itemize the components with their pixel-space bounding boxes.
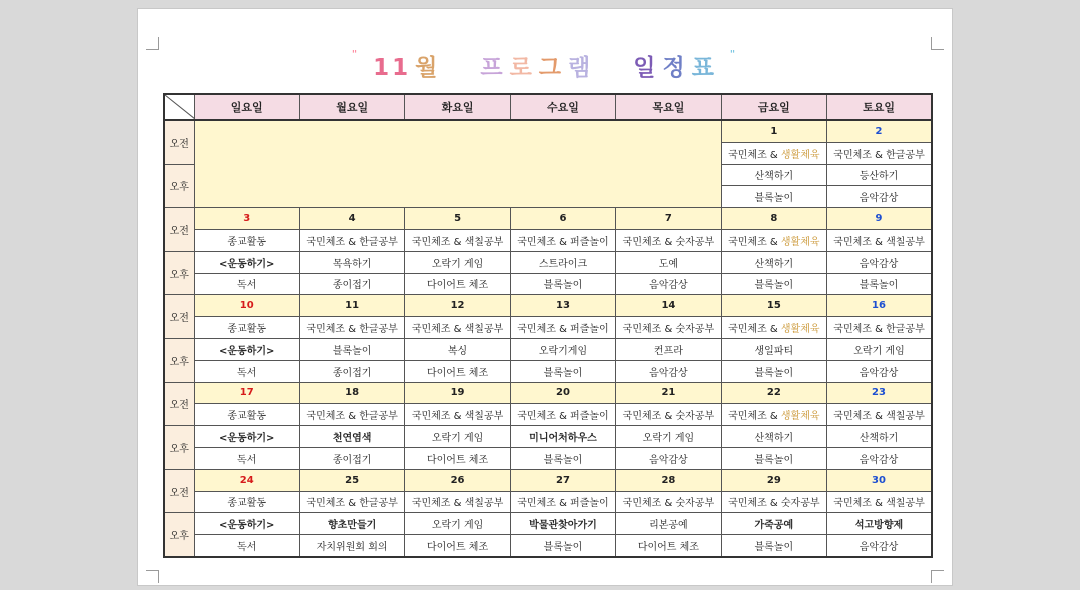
activity-cell: 컨프라 [616, 338, 721, 360]
date-cell: 21 [616, 382, 721, 404]
document-page [137, 8, 953, 586]
activity-cell: 천연염색 [299, 426, 404, 448]
week3-date-row [164, 382, 932, 404]
activity-cell: 음악감상 [827, 251, 932, 273]
page-title [138, 49, 952, 82]
activity-cell: 스트라이크 [510, 251, 615, 273]
activity-cell: 박물관찾아가기 [510, 513, 615, 535]
schedule-table [163, 93, 933, 558]
activity-cell: 국민체조 & 색칠공부 [405, 491, 510, 513]
day-header-wed: 수요일 [510, 94, 615, 120]
activity-cell: 생일파티 [721, 338, 826, 360]
title-decoration-left: " [351, 49, 361, 60]
date-cell: 18 [299, 382, 404, 404]
activity-cell: 국민체조 & 색칠공부 [405, 404, 510, 426]
activity-cell: 블록놀이 [510, 535, 615, 557]
activity-cell: 도예 [616, 251, 721, 273]
activity-cell: 국민체조 & 숫자공부 [616, 404, 721, 426]
crop-mark [146, 570, 159, 583]
date-cell: 7 [616, 208, 721, 230]
activity-cell: 국민체조 & 생활체육 [721, 229, 826, 251]
activity-cell: 복싱 [405, 338, 510, 360]
title-char: 11 [373, 55, 412, 81]
date-cell: 19 [405, 382, 510, 404]
activity-cell: 음악감상 [616, 447, 721, 469]
week4-am-row [164, 491, 932, 513]
week2-pm2-row [164, 360, 932, 382]
date-cell: 27 [510, 469, 615, 491]
activity-cell: 국민체조 & 숫자공부 [616, 317, 721, 339]
activity-cell: 블록놀이 [721, 535, 826, 557]
activity-cell: 종교활동 [194, 317, 299, 339]
am-label: 오전 [164, 208, 194, 252]
activity-cell: <운동하기> [194, 251, 299, 273]
activity-cell: 국민체조 & 한글공부 [299, 491, 404, 513]
pm-label: 오후 [164, 251, 194, 295]
activity-cell: 국민체조 & 숫자공부 [721, 491, 826, 513]
activity-cell: 국민체조 & 한글공부 [827, 142, 932, 164]
activity-cell: 독서 [194, 360, 299, 382]
date-cell: 14 [616, 295, 721, 317]
day-header-tue: 화요일 [405, 94, 510, 120]
week4-date-row [164, 469, 932, 491]
activity-cell: 종이접기 [299, 447, 404, 469]
activity-cell: 국민체조 & 생활체육 [721, 404, 826, 426]
activity-cell: 목욕하기 [299, 251, 404, 273]
date-cell: 8 [721, 208, 826, 230]
activity-cell: 국민체조 & 퍼즐놀이 [510, 404, 615, 426]
activity-cell: 오락기게임 [510, 338, 615, 360]
date-cell: 9 [827, 208, 932, 230]
day-header-sun: 일요일 [194, 94, 299, 120]
title-char: 표 [691, 55, 717, 81]
date-cell: 12 [405, 295, 510, 317]
activity-cell: 음악감상 [616, 273, 721, 295]
activity-cell: 다이어트 체조 [405, 273, 510, 295]
activity-cell: 블록놀이 [510, 447, 615, 469]
date-cell: 16 [827, 295, 932, 317]
activity-cell: 종교활동 [194, 229, 299, 251]
activity-cell: 다이어트 체조 [616, 535, 721, 557]
date-cell: 30 [827, 469, 932, 491]
activity-cell: 종교활동 [194, 491, 299, 513]
title-char: 정 [662, 55, 688, 81]
date-cell: 1 [721, 120, 826, 142]
week1-date-row [164, 208, 932, 230]
activity-cell: 석고방향제 [827, 513, 932, 535]
activity-cell: 국민체조 & 한글공부 [299, 229, 404, 251]
activity-cell: 종이접기 [299, 360, 404, 382]
activity-cell: 국민체조 & 퍼즐놀이 [510, 317, 615, 339]
activity-cell: 국민체조 & 숫자공부 [616, 229, 721, 251]
title-char: 램 [568, 55, 594, 81]
activity-cell: 블록놀이 [510, 360, 615, 382]
activity-cell: 국민체조 & 색칠공부 [827, 229, 932, 251]
activity-cell: 산책하기 [827, 426, 932, 448]
day-header-sat: 토요일 [827, 94, 932, 120]
activity-cell: 자치위원회 회의 [299, 535, 404, 557]
crop-mark [931, 570, 944, 583]
day-header-fri: 금요일 [721, 94, 826, 120]
activity-cell: 국민체조 & 생활체육 [721, 142, 826, 164]
activity-cell: 등산하기 [827, 164, 932, 186]
activity-cell: 음악감상 [827, 447, 932, 469]
date-cell: 29 [721, 469, 826, 491]
am-label: 오전 [164, 120, 194, 164]
week2-pm1-row [164, 338, 932, 360]
date-cell: 20 [510, 382, 615, 404]
activity-cell: 국민체조 & 색칠공부 [827, 491, 932, 513]
header-row [164, 94, 932, 120]
activity-cell: 종교활동 [194, 404, 299, 426]
activity-cell: 국민체조 & 퍼즐놀이 [510, 491, 615, 513]
activity-cell: 오락기 게임 [405, 426, 510, 448]
date-cell: 24 [194, 469, 299, 491]
title-char: 월 [415, 55, 441, 81]
activity-cell: 독서 [194, 273, 299, 295]
date-cell: 22 [721, 382, 826, 404]
week3-am-row [164, 404, 932, 426]
activity-cell: 국민체조 & 한글공부 [827, 317, 932, 339]
activity-cell: 독서 [194, 447, 299, 469]
activity-cell: <운동하기> [194, 426, 299, 448]
activity-cell: 산책하기 [721, 426, 826, 448]
date-cell: 4 [299, 208, 404, 230]
date-cell: 25 [299, 469, 404, 491]
date-cell: 15 [721, 295, 826, 317]
activity-cell: 블록놀이 [721, 447, 826, 469]
activity-cell: 블록놀이 [721, 186, 826, 208]
week3-pm1-row [164, 426, 932, 448]
activity-cell: 국민체조 & 색칠공부 [405, 317, 510, 339]
title-char: 프 [480, 55, 506, 81]
date-cell: 6 [510, 208, 615, 230]
week2-am-row [164, 317, 932, 339]
empty-block [194, 120, 721, 208]
title-char: 그 [538, 55, 564, 81]
activity-cell: 다이어트 체조 [405, 360, 510, 382]
activity-cell: 다이어트 체조 [405, 535, 510, 557]
week3-pm2-row [164, 447, 932, 469]
pm-label: 오후 [164, 426, 194, 470]
corner-cell [164, 94, 194, 120]
activity-cell: 향초만들기 [299, 513, 404, 535]
pm-label: 오후 [164, 338, 194, 382]
am-label: 오전 [164, 295, 194, 339]
date-cell: 26 [405, 469, 510, 491]
date-cell: 3 [194, 208, 299, 230]
activity-cell: 오락기 게임 [405, 251, 510, 273]
date-cell: 13 [510, 295, 615, 317]
pm-label: 오후 [164, 513, 194, 557]
activity-cell: 미니어처하우스 [510, 426, 615, 448]
week2-date-row [164, 295, 932, 317]
activity-cell: 음악감상 [827, 535, 932, 557]
date-cell: 11 [299, 295, 404, 317]
date-cell: 2 [827, 120, 932, 142]
week4-pm1-row [164, 513, 932, 535]
am-label: 오전 [164, 469, 194, 513]
activity-cell: 산책하기 [721, 164, 826, 186]
week4-pm2-row [164, 535, 932, 557]
am-label: 오전 [164, 382, 194, 426]
activity-cell: 음악감상 [616, 360, 721, 382]
week0-date-row [164, 120, 932, 142]
date-cell: 28 [616, 469, 721, 491]
activity-cell: 국민체조 & 색칠공부 [405, 229, 510, 251]
activity-cell: 독서 [194, 535, 299, 557]
activity-cell: 종이접기 [299, 273, 404, 295]
activity-cell: 블록놀이 [827, 273, 932, 295]
activity-cell: 블록놀이 [721, 360, 826, 382]
activity-cell: 블록놀이 [510, 273, 615, 295]
date-cell: 17 [194, 382, 299, 404]
week1-pm1-row [164, 251, 932, 273]
activity-cell: 음악감상 [827, 186, 932, 208]
week1-pm2-row [164, 273, 932, 295]
date-cell: 10 [194, 295, 299, 317]
day-header-thu: 목요일 [616, 94, 721, 120]
activity-cell: 국민체조 & 생활체육 [721, 317, 826, 339]
activity-cell: 오락기 게임 [616, 426, 721, 448]
date-cell: 5 [405, 208, 510, 230]
day-header-mon: 월요일 [299, 94, 404, 120]
activity-cell: 산책하기 [721, 251, 826, 273]
date-cell: 23 [827, 382, 932, 404]
activity-cell: <운동하기> [194, 513, 299, 535]
title-char: 로 [509, 55, 535, 81]
activity-cell: 국민체조 & 색칠공부 [827, 404, 932, 426]
activity-cell: 오락기 게임 [405, 513, 510, 535]
activity-cell: 음악감상 [827, 360, 932, 382]
activity-cell: <운동하기> [194, 338, 299, 360]
activity-cell: 국민체조 & 퍼즐놀이 [510, 229, 615, 251]
title-decoration-right: " [729, 49, 739, 60]
activity-cell: 국민체조 & 한글공부 [299, 404, 404, 426]
activity-cell: 블록놀이 [299, 338, 404, 360]
activity-cell: 오락기 게임 [827, 338, 932, 360]
title-char: 일 [633, 55, 659, 81]
activity-cell: 가죽공예 [721, 513, 826, 535]
activity-cell: 블록놀이 [721, 273, 826, 295]
pm-label: 오후 [164, 164, 194, 208]
activity-cell: 국민체조 & 숫자공부 [616, 491, 721, 513]
activity-cell: 다이어트 체조 [405, 447, 510, 469]
activity-cell: 국민체조 & 한글공부 [299, 317, 404, 339]
week1-am-row [164, 229, 932, 251]
activity-cell: 리본공예 [616, 513, 721, 535]
